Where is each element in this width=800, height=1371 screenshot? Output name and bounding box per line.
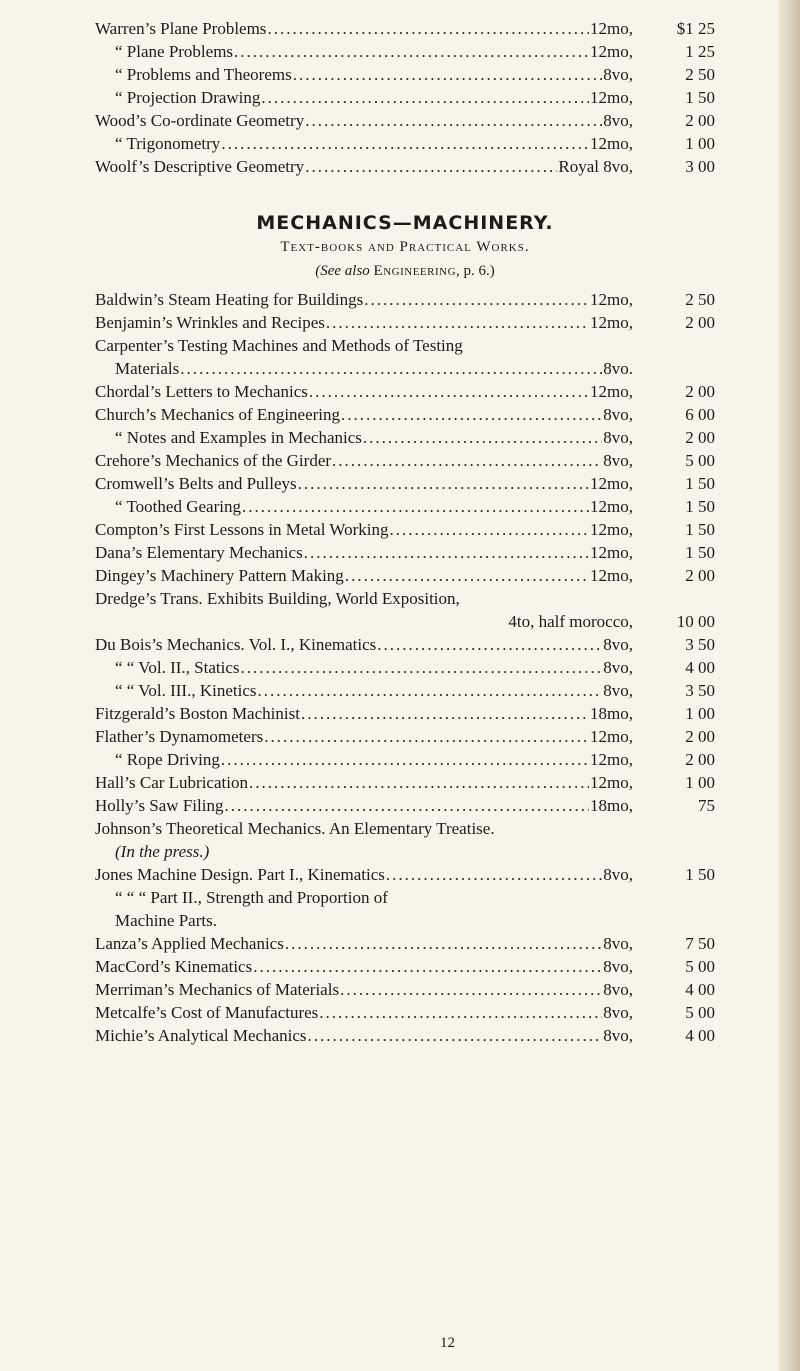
list-item: Cromwell’s Belts and Pulleys ..... 12mo, 1 50 bbox=[95, 472, 715, 495]
list-item: MacCord’s Kinematics ..... 8vo, 5 00 bbox=[95, 955, 715, 978]
list-item: Machine Parts. bbox=[115, 911, 217, 930]
list-item: Dingey’s Machinery Pattern Making ..... 12mo, 2 00 bbox=[95, 564, 715, 587]
list-item: “ “ “ Part II., Strength and Proportion of bbox=[115, 888, 388, 907]
see-prefix: (See also bbox=[315, 263, 370, 279]
list-item: “ “ Vol. III., Kinetics ..... 8vo, 3 50 bbox=[95, 679, 715, 702]
list-item: “ Plane Problems ..... 12mo, 1 25 bbox=[95, 40, 715, 63]
list-item: Dana’s Elementary Mechanics ..... 12mo, 1 50 bbox=[95, 541, 715, 564]
list-item: Crehore’s Mechanics of the Girder ..... 8vo, 5 00 bbox=[95, 449, 715, 472]
list-item: Jones Machine Design. Part I., Kinematics ..... 8vo, 1 50 bbox=[95, 863, 715, 886]
page-number: 12 bbox=[440, 1335, 455, 1351]
list-item: Michie’s Analytical Mechanics ..... 8vo, 4 00 bbox=[95, 1024, 715, 1047]
list-item: “ Notes and Examples in Mechanics ..... 8vo, 2 00 bbox=[95, 426, 715, 449]
list-item: Carpenter’s Testing Machines and Methods of Testing bbox=[95, 336, 463, 355]
list-item: Wood’s Co-ordinate Geometry ..... 8vo, 2 00 bbox=[95, 109, 715, 132]
list-item: Warren’s Plane Problems ..... 12mo, $1 25 bbox=[95, 17, 715, 40]
list-item: Du Bois’s Mechanics. Vol. I., Kinematics ..... 8vo, 3 50 bbox=[95, 633, 715, 656]
mechanics-list bbox=[95, 288, 715, 1047]
list-item: “ Problems and Theorems ..... 8vo, 2 50 bbox=[95, 63, 715, 86]
list-item: “ Rope Driving ..... 12mo, 2 00 bbox=[95, 748, 715, 771]
list-item: Merriman’s Mechanics of Materials ..... 8vo, 4 00 bbox=[95, 978, 715, 1001]
geometry-list bbox=[95, 17, 715, 178]
list-item: Chordal’s Letters to Mechanics ..... 12mo, 2 00 bbox=[95, 380, 715, 403]
list-item: Metcalfe’s Cost of Manufactures ..... 8vo, 5 00 bbox=[95, 1001, 715, 1024]
list-item: Holly’s Saw Filing ..... 18mo, 75 bbox=[95, 794, 715, 817]
list-item: Compton’s First Lessons in Metal Working ..... 12mo, 1 50 bbox=[95, 518, 715, 541]
list-item: Hall’s Car Lubrication ..... 12mo, 1 00 bbox=[95, 771, 715, 794]
cross-reference bbox=[95, 259, 715, 283]
list-item: Church’s Mechanics of Engineering ..... 8vo, 6 00 bbox=[95, 403, 715, 426]
list-item: Woolf’s Descriptive Geometry ..... Royal 8vo, 3 00 bbox=[95, 155, 715, 178]
list-item: Benjamin’s Wrinkles and Recipes ..... 12mo, 2 00 bbox=[95, 311, 715, 334]
see-suffix: , p. 6.) bbox=[456, 263, 495, 279]
list-item: Flather’s Dynamometers ..... 12mo, 2 00 bbox=[95, 725, 715, 748]
list-item: Fitzgerald’s Boston Machinist ..... 18mo, 1 00 bbox=[95, 702, 715, 725]
list-item: Materials ..... 8vo. bbox=[95, 357, 715, 380]
section-heading: MECHANICS—MACHINERY. bbox=[256, 212, 554, 234]
list-item: “ Trigonometry ..... 12mo, 1 00 bbox=[95, 132, 715, 155]
list-item: (In the press.) bbox=[115, 842, 210, 861]
list-item: Baldwin’s Steam Heating for Buildings ..... 12mo, 2 50 bbox=[95, 288, 715, 311]
section-subheading: Text-books and Practical Works. bbox=[280, 239, 530, 255]
see-reference: Engineering bbox=[373, 263, 457, 279]
list-item: Dredge’s Trans. Exhibits Building, World Exposition, bbox=[95, 589, 460, 608]
list-item: “ Projection Drawing ..... 12mo, 1 50 bbox=[95, 86, 715, 109]
catalog-page bbox=[95, 0, 715, 1351]
list-item: Johnson’s Theoretical Mechanics. An Elementary Treatise. bbox=[95, 819, 495, 838]
list-item: “ “ Vol. II., Statics ..... 8vo, 4 00 bbox=[95, 656, 715, 679]
list-item: “ Toothed Gearing ..... 12mo, 1 50 bbox=[95, 495, 715, 518]
page-edge-shadow bbox=[778, 0, 800, 1371]
list-item: Lanza’s Applied Mechanics ..... 8vo, 7 50 bbox=[95, 932, 715, 955]
list-item: 4to, half morocco, 10 00 bbox=[508, 612, 715, 631]
